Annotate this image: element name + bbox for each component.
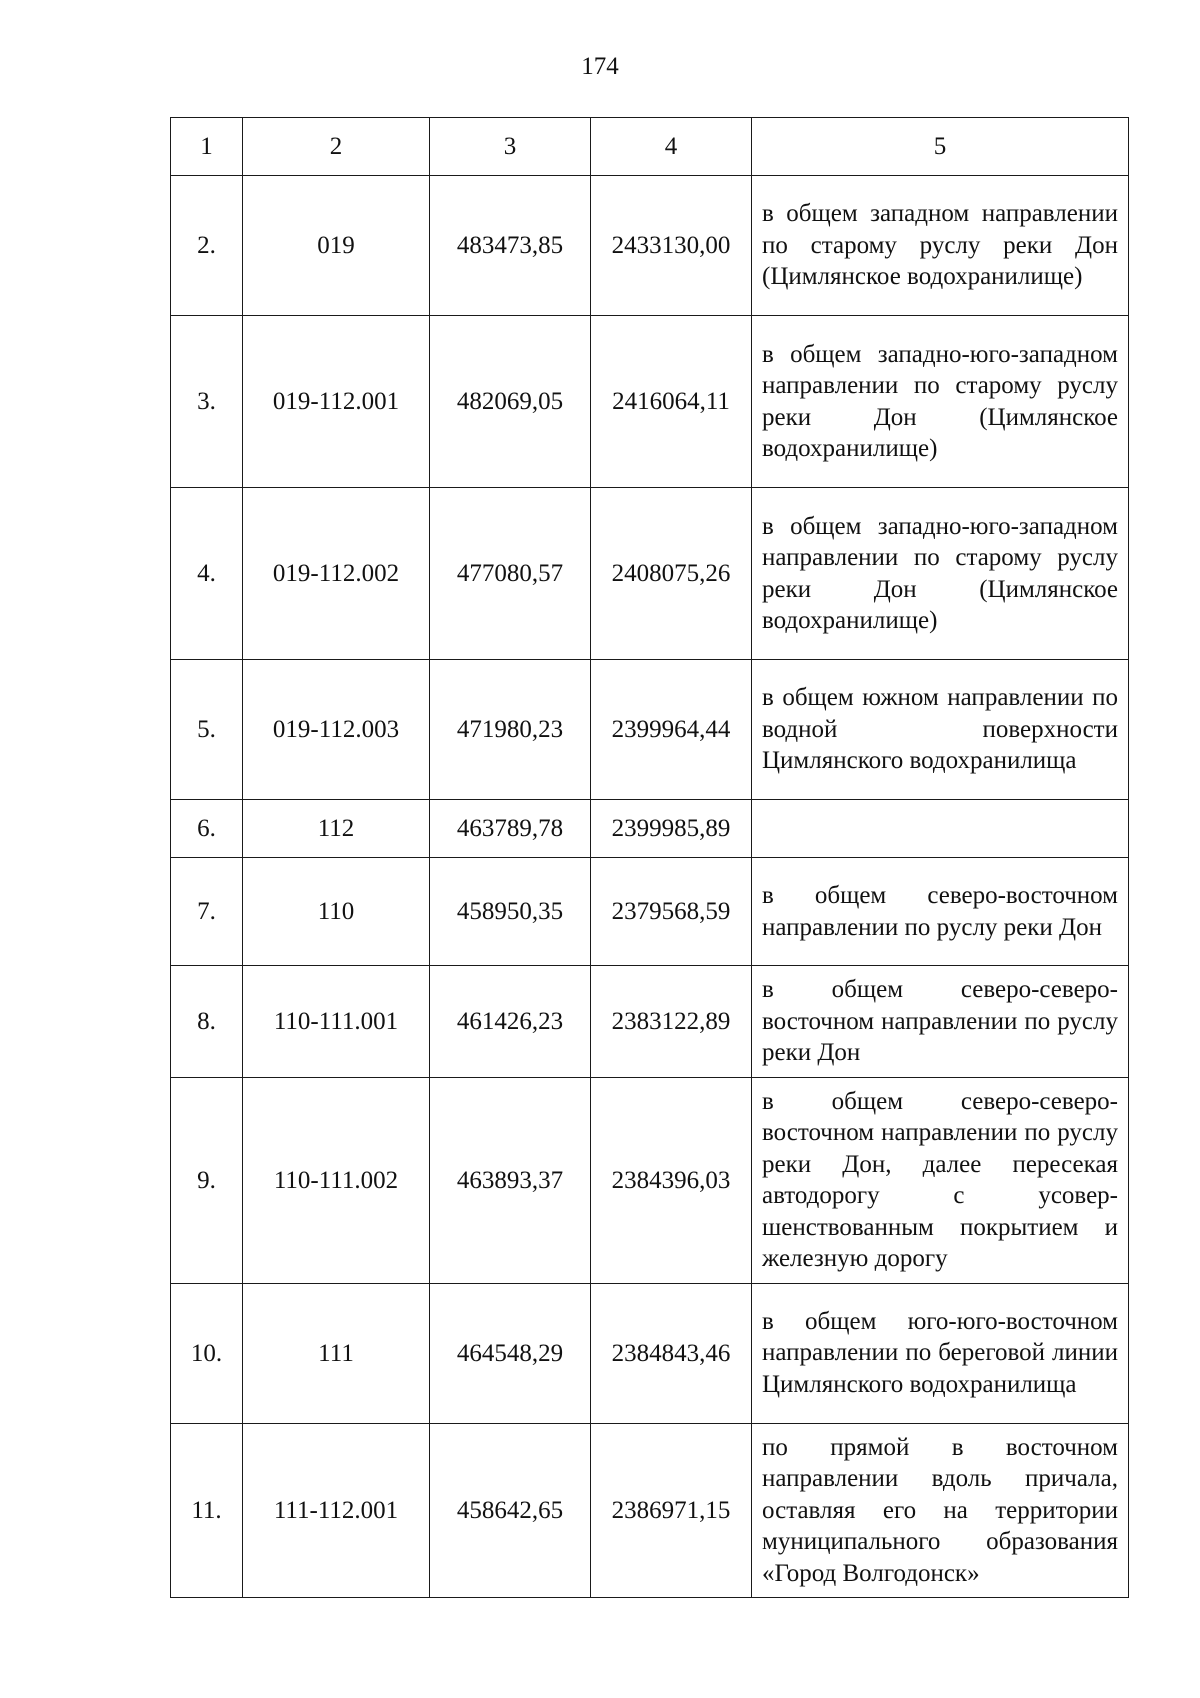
table-row: [171, 316, 1129, 488]
point-id-cell: 111-112.001: [243, 1423, 430, 1598]
table-body: [171, 118, 1129, 1598]
description-cell: в общем северо-восточном направлении по руслу реки Дон: [752, 858, 1129, 966]
point-id-cell: 110: [243, 858, 430, 966]
y-coordinate-cell: 2383122,89: [591, 966, 752, 1078]
description-cell: по прямой в восточном направлении вдоль причала, оставляя его на территории муниципального образования «Город Волгодонск»: [752, 1423, 1129, 1598]
x-coordinate-cell: 483473,85: [430, 176, 591, 316]
row-number-cell: 5.: [171, 660, 243, 800]
x-coordinate-cell: 458642,65: [430, 1423, 591, 1598]
description-cell: в общем северо-северо-восточном направлении по руслу реки Дон, далее пересекая автодорогу с усовершенствованным покрытием и железную дорогу: [752, 1077, 1129, 1283]
x-coordinate-cell: 482069,05: [430, 316, 591, 488]
header-cell-1: 1: [171, 118, 243, 176]
description-cell: в общем юго-юго-восточном направлении по береговой линии Цимлянского водохранилища: [752, 1283, 1129, 1423]
description-cell: [752, 800, 1129, 858]
row-number-cell: 11.: [171, 1423, 243, 1598]
y-coordinate-cell: 2416064,11: [591, 316, 752, 488]
point-id-cell: 019-112.003: [243, 660, 430, 800]
y-coordinate-cell: 2384396,03: [591, 1077, 752, 1283]
y-coordinate-cell: 2399964,44: [591, 660, 752, 800]
point-id-cell: 019-112.001: [243, 316, 430, 488]
point-id-cell: 019-112.002: [243, 488, 430, 660]
row-number-cell: 8.: [171, 966, 243, 1078]
table-row: [171, 488, 1129, 660]
table-row: [171, 1077, 1129, 1283]
row-number-cell: 9.: [171, 1077, 243, 1283]
row-number-cell: 2.: [171, 176, 243, 316]
description-cell: в общем северо-северо-восточном направлении по руслу реки Дон: [752, 966, 1129, 1078]
page-number: 174: [581, 53, 619, 80]
table-row: [171, 176, 1129, 316]
point-id-cell: 110-111.001: [243, 966, 430, 1078]
point-id-cell: 111: [243, 1283, 430, 1423]
point-id-cell: 110-111.002: [243, 1077, 430, 1283]
x-coordinate-cell: 477080,57: [430, 488, 591, 660]
header-cell-3: 3: [430, 118, 591, 176]
description-cell: в общем западно-юго-западном направлении по старому руслу реки Дон (Цимлянское водохранилище): [752, 488, 1129, 660]
table-row: [171, 1423, 1129, 1598]
x-coordinate-cell: 458950,35: [430, 858, 591, 966]
y-coordinate-cell: 2408075,26: [591, 488, 752, 660]
description-cell: в общем западном направлении по старому руслу реки Дон (Цимлянское водохранилище): [752, 176, 1129, 316]
x-coordinate-cell: 464548,29: [430, 1283, 591, 1423]
table-row: [171, 966, 1129, 1078]
row-number-cell: 4.: [171, 488, 243, 660]
point-id-cell: 112: [243, 800, 430, 858]
table-row: [171, 1283, 1129, 1423]
y-coordinate-cell: 2384843,46: [591, 1283, 752, 1423]
row-number-cell: 6.: [171, 800, 243, 858]
row-number-cell: 7.: [171, 858, 243, 966]
header-cell-5: 5: [752, 118, 1129, 176]
table-row: [171, 858, 1129, 966]
y-coordinate-cell: 2379568,59: [591, 858, 752, 966]
x-coordinate-cell: 471980,23: [430, 660, 591, 800]
header-cell-4: 4: [591, 118, 752, 176]
x-coordinate-cell: 463893,37: [430, 1077, 591, 1283]
x-coordinate-cell: 461426,23: [430, 966, 591, 1078]
row-number-cell: 3.: [171, 316, 243, 488]
description-cell: в общем западно-юго-западном направлении по старому руслу реки Дон (Цимлянское водохранилище): [752, 316, 1129, 488]
row-number-cell: 10.: [171, 1283, 243, 1423]
y-coordinate-cell: 2386971,15: [591, 1423, 752, 1598]
table-header-row: [171, 118, 1129, 176]
table-row: [171, 660, 1129, 800]
description-cell: в общем южном направлении по водной поверхности Цимлянского водохранилища: [752, 660, 1129, 800]
coordinates-table: [170, 117, 1129, 1598]
table-row: [171, 800, 1129, 858]
point-id-cell: 019: [243, 176, 430, 316]
header-cell-2: 2: [243, 118, 430, 176]
y-coordinate-cell: 2433130,00: [591, 176, 752, 316]
y-coordinate-cell: 2399985,89: [591, 800, 752, 858]
x-coordinate-cell: 463789,78: [430, 800, 591, 858]
